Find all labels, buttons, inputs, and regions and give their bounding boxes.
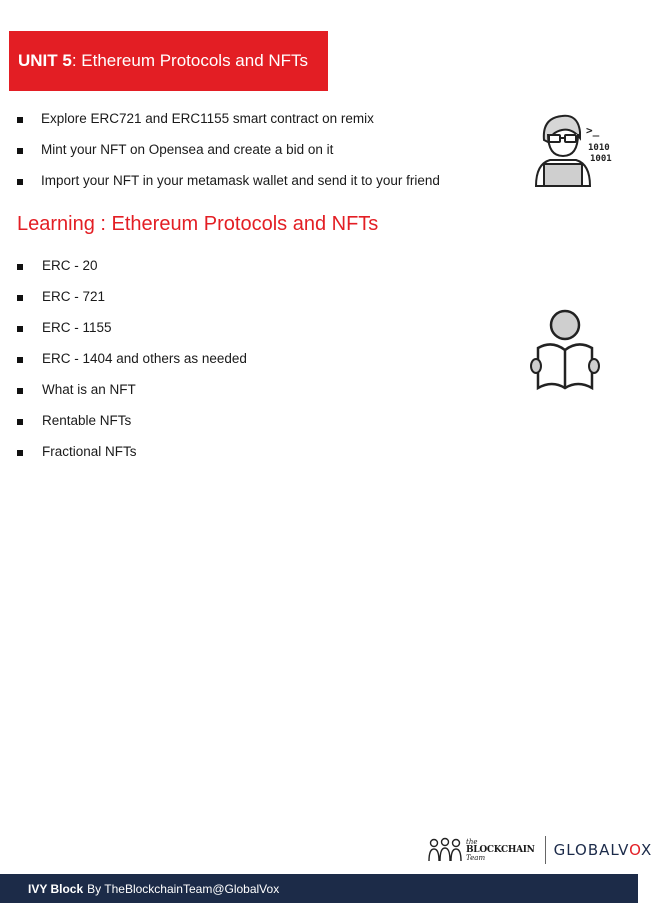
developer-icon (532, 110, 618, 188)
footer-brand: IVY Block (28, 881, 84, 896)
partner-logos (428, 833, 652, 867)
learning-title: Learning : Ethereum Protocols and NFTs (17, 213, 379, 235)
task-list (17, 111, 440, 204)
unit-label: UNIT 5 (18, 51, 72, 70)
logo-divider (545, 836, 546, 864)
task-item: Explore ERC721 and ERC1155 smart contract on remix (17, 111, 440, 142)
footer-text: By TheBlockchainTeam@GlobalVox (87, 881, 280, 896)
learning-item: ERC - 1155 (17, 320, 247, 351)
logo-blockchain: BLOCKCHAIN (466, 845, 535, 855)
learning-item: What is an NFT (17, 382, 247, 413)
task-item: Import your NFT in your metamask wallet and send it to your friend (17, 173, 440, 204)
reading-person-icon (530, 308, 600, 392)
learning-item: ERC - 1404 and others as needed (17, 351, 247, 382)
learning-list (17, 258, 247, 475)
learning-item: ERC - 721 (17, 289, 247, 320)
learning-item: Rentable NFTs (17, 413, 247, 444)
blockchain-team-logo (428, 837, 535, 863)
svg-text:1010: 1010 (588, 143, 610, 153)
unit-title: : Ethereum Protocols and NFTs (71, 51, 309, 70)
learning-item: Fractional NFTs (17, 444, 247, 475)
task-item: Mint your NFT on Opensea and create a bid on it (17, 142, 440, 173)
svg-text:1001: 1001 (590, 154, 612, 164)
logo-team: Team (466, 854, 486, 862)
learning-item: ERC - 20 (17, 258, 247, 289)
globalvox-logo: GLOBALVOX (553, 841, 652, 859)
footer (0, 874, 638, 903)
unit-banner (9, 31, 328, 91)
team-people-icon (428, 837, 462, 863)
logo-the: the (466, 838, 478, 846)
svg-text:>_: >_ (586, 124, 600, 137)
